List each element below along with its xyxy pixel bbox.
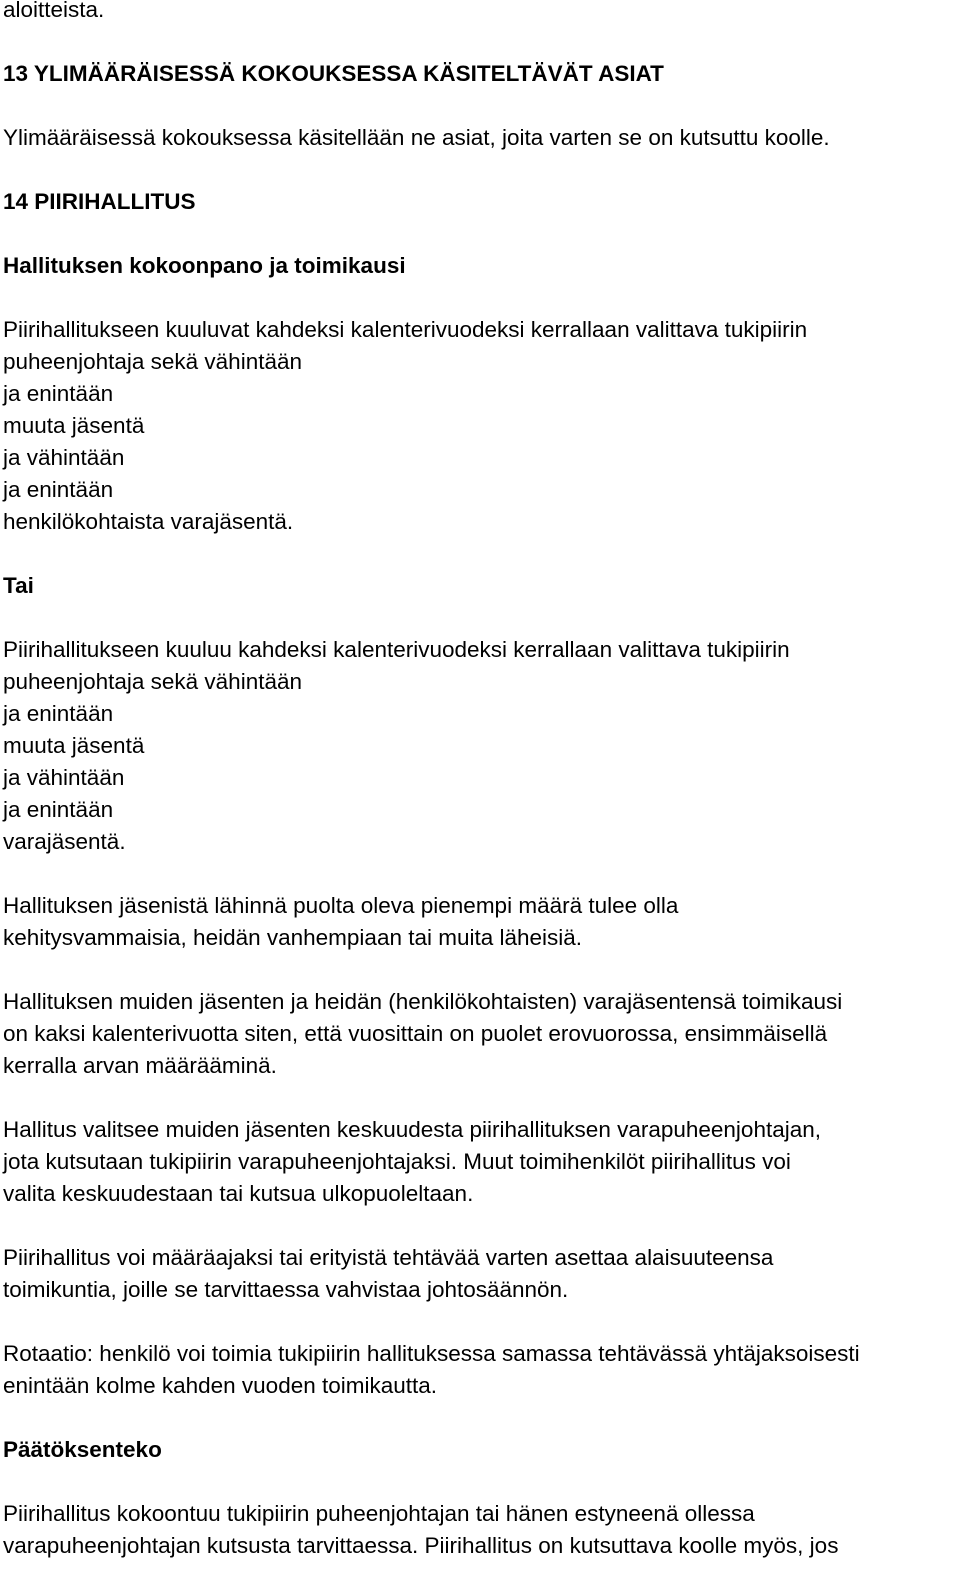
- text-line: Ylimääräisessä kokouksessa käsitellään ne asiat, joita varten se on kutsuttu koolle.: [3, 125, 830, 150]
- section-heading: 14 PIIRIHALLITUS: [3, 189, 196, 214]
- text-line: enintään kolme kahden vuoden toimikautta.: [3, 1373, 438, 1398]
- text-line: ja enintään: [3, 381, 114, 406]
- text-line: Hallituksen muiden jäsenten ja heidän (henkilökohtaisten) varajäsentensä toimikausi: [3, 989, 843, 1014]
- text-line: Piirihallitukseen kuuluu kahdeksi kalenterivuodeksi kerrallaan valittava tukipiirin: [3, 637, 790, 662]
- subsection-heading: Tai: [3, 573, 34, 598]
- text-line: kehitysvammaisia, heidän vanhempiaan tai muita läheisiä.: [3, 925, 583, 950]
- subsection-heading: Päätöksenteko: [3, 1437, 162, 1462]
- text-line: varapuheenjohtajan kutsusta tarvittaessa. Piirihallitus on kutsuttava koolle myös, jos: [3, 1533, 839, 1558]
- text-line: varajäsentä.: [3, 829, 126, 854]
- text-line: muuta jäsentä: [3, 733, 145, 758]
- text-line: Hallitus valitsee muiden jäsenten keskuudesta piirihallituksen varapuheenjohtajan,: [3, 1117, 821, 1142]
- text-line: Piirihallitus kokoontuu tukipiirin puheenjohtajan tai hänen estyneenä ollessa: [3, 1501, 755, 1526]
- text-line: jota kutsutaan tukipiirin varapuheenjohtajaksi. Muut toimihenkilöt piirihallitus voi: [3, 1149, 791, 1174]
- text-line: muuta jäsentä: [3, 413, 145, 438]
- text-line: henkilökohtaista varajäsentä.: [3, 509, 294, 534]
- text-line: Piirihallitus voi määräajaksi tai erityistä tehtävää varten asettaa alaisuuteensa: [3, 1245, 774, 1270]
- text-line: ja enintään: [3, 797, 114, 822]
- section-heading: 13 YLIMÄÄRÄISESSÄ KOKOUKSESSA KÄSITELTÄVÄT ASIAT: [3, 61, 664, 86]
- text-line: aloitteista.: [3, 0, 105, 22]
- text-line: Piirihallitukseen kuuluvat kahdeksi kalenterivuodeksi kerrallaan valittava tukipiirin: [3, 317, 808, 342]
- text-line: ja vähintään: [3, 765, 125, 790]
- text-line: ja vähintään: [3, 445, 125, 470]
- text-line: Hallituksen jäsenistä lähinnä puolta oleva pienempi määrä tulee olla: [3, 893, 679, 918]
- text-line: on kaksi kalenterivuotta siten, että vuosittain on puolet erovuorossa, ensimmäisellä: [3, 1021, 828, 1046]
- document-page: [3, 0, 953, 1562]
- text-line: Rotaatio: henkilö voi toimia tukipiirin hallituksessa samassa tehtävässä yhtäjaksoisesti: [3, 1341, 860, 1366]
- text-line: puheenjohtaja sekä vähintään: [3, 669, 302, 694]
- text-line: ja enintään: [3, 701, 114, 726]
- text-line: puheenjohtaja sekä vähintään: [3, 349, 302, 374]
- text-line: kerralla arvan määrääminä.: [3, 1053, 277, 1078]
- text-line: toimikuntia, joille se tarvittaessa vahvistaa johtosäännön.: [3, 1277, 569, 1302]
- subsection-heading: Hallituksen kokoonpano ja toimikausi: [3, 253, 406, 278]
- text-line: valita keskuudestaan tai kutsua ulkopuoleltaan.: [3, 1181, 474, 1206]
- text-line: ja enintään: [3, 477, 114, 502]
